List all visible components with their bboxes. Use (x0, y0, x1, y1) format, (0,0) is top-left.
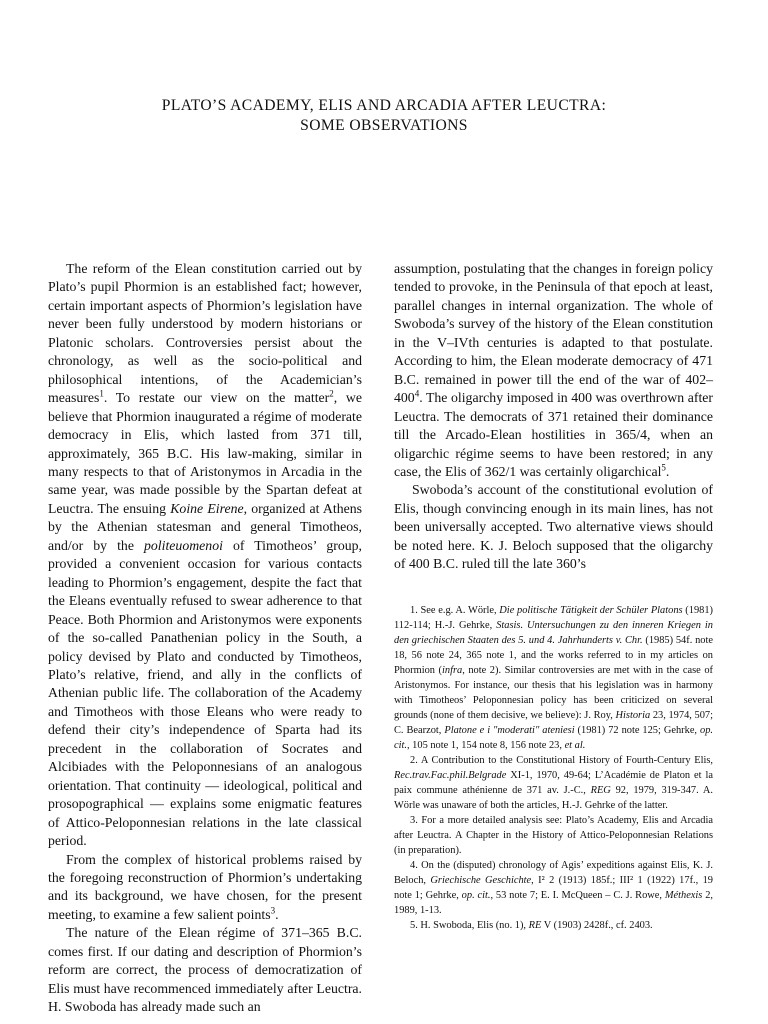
text-run: , 105 note 1, 154 note 8, 156 note 23, (406, 740, 565, 751)
text-run: Méthexis (664, 890, 703, 901)
text-run: From the complex of historical problems raised by the foregoing reconstruction of Phormion’s undertaking and its background, we have chosen, for the present meeting, to examine a few salient points (48, 851, 362, 922)
text-run: . (665, 463, 670, 479)
title-line-2: SOME OBSERVATIONS (300, 117, 468, 134)
text-run: 2, 1989, 1-13. (394, 890, 713, 916)
text-run: Platone e i "moderati" ateniesi (444, 725, 575, 736)
body-paragraph (394, 481, 713, 573)
text-run: infra (442, 665, 463, 676)
text-run: of Timotheos’ group, provided a convenient occasion for various contacts leading to Phormion’s engagement, despite the fact that the Eleans eventually refused to swear adherence to that Peace. Both Phormion and Aristonymos were exponents of the so-called Panathenian policy in the South, a policy devised by Plato and conducted by Timotheos, Plato’s relative, friend, and ally in the conflicts of Athenian public life. The collaboration of the Academy and Timotheos with those Eleans who were ready to defend their city’s independence of Sparta had its precedent in the collaboration of Socrates and Alcibiades with the Peloponnesians of an analogous orientation. That continuity — ideological, political and prosopographical — explains some enigmatic features of Attico-Peloponnesian relations in the late classical period. (48, 537, 363, 849)
right-column (394, 260, 713, 574)
footnotes (394, 603, 713, 933)
text-run: 3. For a more detailed analysis see: Plato’s Academy, Elis and Arcadia after Leuctra. A Chapter in the History of Attico-Peloponnesian Relations (in preparation). (394, 815, 713, 856)
footnote-5 (394, 918, 713, 933)
text-run: 4. On the (disputed) chronology of Agis’ expeditions against Elis, K. J. Beloch, (394, 860, 713, 886)
left-column (48, 260, 362, 1017)
footnote-2 (394, 753, 713, 813)
body-paragraph (394, 260, 713, 481)
footnote-ref: 4 (414, 388, 420, 399)
footnote-3 (394, 813, 713, 858)
text-run: (1981) 72 note 125; Gehrke, (574, 725, 700, 736)
text-run: Stasis. Untersuchungen zu den inneren Kriegen in den griechischen Staaten des 5. und 4. Jahrhunderts v. Chr. (394, 620, 713, 646)
text-run: , I² 2 (1913) 185f.; III² 1 (1922) 17f., 19 note 1; Gehrke, (394, 875, 713, 901)
footnote-4 (394, 858, 713, 918)
text-run: . To restate our view on the matter (103, 390, 330, 406)
text-run: op. cit. (394, 725, 713, 751)
text-run: . The oligarchy imposed in 400 was overthrown after Leuctra. The democrats of 371 retained their dominance till the Arcado-Elean hostilities in 365/4, when an oligarchic régime seems to have been restored; in any case, the Elis of 362/1 was certainly oligarchical (394, 390, 713, 479)
text-run: Koine Eirene (170, 500, 244, 516)
text-run: Griechische Geschichte (430, 875, 532, 886)
text-run: Rec.trav.Fac.phil.Belgrade (394, 770, 507, 781)
body-paragraph (48, 260, 362, 851)
text-run: (1981) 112-114; H.-J. Gehrke, (394, 605, 713, 631)
text-run: Swoboda’s account of the constitutional evolution of Elis, though convincing enough in its main lines, has not been universally accepted. Two alternative views should be noted here. K. J. Beloch supposed that the oligarchy of 400 B.C. ruled till the late 360’s (394, 482, 713, 572)
text-run: The nature of the Elean régime of 371–365 B.C. comes first. If our dating and description of Phormion’s reform are correct, the process of democratization of Elis must have recommenced immediately after Leuctra. H. Swoboda has already made such an (48, 925, 362, 1015)
text-run: V (1903) 2428f., cf. 2403. (541, 920, 653, 931)
text-run: 1. See e.g. A. Wörle, (410, 605, 500, 616)
text-run: . (275, 906, 279, 922)
footnote-ref: 1 (99, 388, 104, 399)
text-run: Historia (615, 710, 651, 721)
text-run: , note 2). Similar controversies are met with in the case of Aristonymos. For instance, our thesis that his legislation was in harmony with Timotheos’ Peloponnesian policy has been criticized on several grounds (none of them decisive, we believe): J. Roy, (394, 665, 713, 721)
text-run: assumption, postulating that the changes in foreign policy tended to provoke, in the Peninsula of that epoch at least, parallel changes in internal organization. The whole of Swoboda’s survey of the history of the Elean constitution in the V–IVth centuries is adapted to that postulate. According to him, the Elean moderate democracy of 471 B.C. remained in power till the end of the war of 402–400 (394, 261, 713, 406)
paper-title (60, 96, 708, 136)
text-run: op. cit. (461, 890, 491, 901)
footnote-1 (394, 603, 713, 753)
body-paragraph (48, 851, 362, 925)
footnote-ref: 3 (270, 905, 276, 916)
text-run: et al. (564, 740, 586, 751)
text-run: (1985) 54f. note 18, 56 note 24, 365 note 1, and the works referred to in my articles on Phormion ( (394, 635, 713, 676)
text-run: RE (528, 920, 542, 931)
text-run: The reform of the Elean constitution carried out by Plato’s pupil Phormion is an established fact; however, certain important aspects of Phormion’s legislation have never been fully understood by modern historians or Platonic scholars. Controversies persist about the chronology, as well as the socio-political and philosophical intentions, of the Academician’s measures (48, 261, 362, 406)
text-run: Die politische Tätigkeit der Schüler Platons (499, 605, 683, 616)
footnote-ref: 5 (661, 462, 666, 473)
text-run: politeuomenoi (144, 537, 223, 553)
text-run: , organized at Athens by the Athenian statesman and general Timotheos, and/or by the (48, 500, 362, 553)
text-run: REG (590, 785, 611, 796)
footnote-ref: 2 (329, 388, 334, 399)
text-run: 5. H. Swoboda, Elis (no. 1), (410, 920, 529, 931)
text-run: , 53 note 7; E. I. McQueen – C. J. Rowe, (490, 890, 665, 901)
body-paragraph (48, 924, 362, 1016)
text-run: , we believe that Phormion inaugurated a régime of moderate democracy in Elis, which lasted from 371 till, approximately, 365 B.C. His law-making, similar in many respects to that of Aristonymos in Arcadia in the same year, was made possible by the Spartan defeat at Leuctra. The ensuing (48, 390, 362, 516)
text-run: XI-1, 1970, 49-64; L’Académie de Platon et la paix commune athénienne de 371 av. J.-C., (394, 770, 713, 796)
title-line-1: PLATO’S ACADEMY, ELIS AND ARCADIA AFTER LEUCTRA: (161, 97, 607, 114)
text-run: 2. A Contribution to the Constitutional History of Fourth-Century Elis, (410, 755, 713, 766)
text-run: 92, 1979, 319-347. A. Wörle was unaware of both the articles, H.-J. Gehrke of the latter. (394, 785, 713, 811)
text-run: 23, 1974, 507; C. Bearzot, (394, 710, 713, 736)
